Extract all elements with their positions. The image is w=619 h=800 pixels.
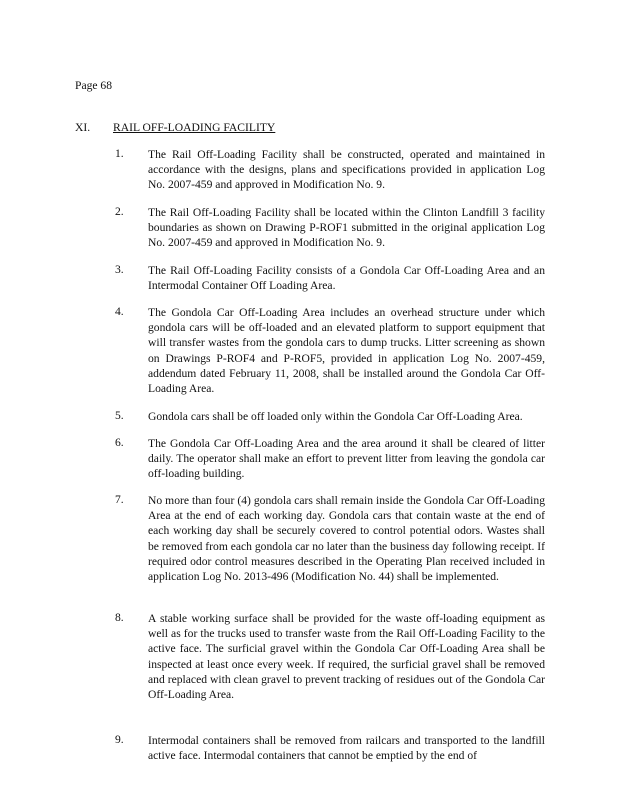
item-text: The Gondola Car Off-Loading Area includes an overhead structure under which gondola cars will be off-loaded and an elevated platform to support equipment that will transfer wastes from the gondola cars to dump trucks. Litter screening as shown on Drawings P-ROF4 and P-ROF5, provided in application Log No. 2007-459, addendum dated February 11, 2008, shall be installed around the Gondola Car Off-Loading Area. xyxy=(148,306,545,396)
item-number: 9. xyxy=(115,733,124,746)
item-text: Gondola cars shall be off loaded only within the Gondola Car Off-Loading Area. xyxy=(148,410,523,423)
item-number: 8. xyxy=(115,611,124,624)
list-item xyxy=(75,205,545,263)
list-item xyxy=(75,263,545,305)
list-item xyxy=(75,493,545,611)
item-number: 7. xyxy=(115,493,124,506)
item-list xyxy=(75,147,545,765)
item-text: The Rail Off-Loading Facility consists of a Gondola Car Off-Loading Area and an Intermodal Container Off Loading Area. xyxy=(148,264,545,293)
list-item xyxy=(75,147,545,205)
item-text: No more than four (4) gondola cars shall remain inside the Gondola Car Off-Loading Area at the end of each working day. Gondola cars that contain waste at the end of each working day shall be securely covered to control potential odors. Wastes shall be removed from each gondola car no later than the business day following receipt. If required odor control measures described in the Operating Plan received included in application Log No. 2013-496 (Modification No. 44) shall be implemented. xyxy=(148,494,545,584)
item-text: A stable working surface shall be provided for the waste off-loading equipment as well as for the trucks used to transfer waste from the Rail Off-Loading Facility to the active face. The surficial gravel within the Gondola Car Off-Loading Area shall be inspected at least once every week. If required, the surficial gravel shall be removed and replaced with clean gravel to prevent tracking of residues out of the Gondola Car Off-Loading Area. xyxy=(148,612,545,702)
item-number: 5. xyxy=(115,409,124,422)
item-text: The Gondola Car Off-Loading Area and the area around it shall be cleared of litter daily. The operator shall make an effort to prevent litter from leaving the gondola car off-loading building. xyxy=(148,437,545,481)
item-number: 1. xyxy=(115,147,124,160)
list-item xyxy=(75,436,545,493)
section-title: RAIL OFF-LOADING FACILITY xyxy=(113,121,276,134)
item-text: Intermodal containers shall be removed from railcars and transported to the landfill active face. Intermodal containers that cannot be emptied by the end of xyxy=(148,734,545,763)
item-text: The Rail Off-Loading Facility shall be located within the Clinton Landfill 3 facility boundaries as shown on Drawing P-ROF1 submitted in the original application Log No. 2007-459 and approved in Modification No. 9. xyxy=(148,206,545,250)
item-number: 4. xyxy=(115,305,124,318)
list-item xyxy=(75,611,545,733)
list-item xyxy=(75,409,545,436)
list-item xyxy=(75,733,545,765)
item-number: 3. xyxy=(115,263,124,276)
list-item xyxy=(75,305,545,409)
item-number: 6. xyxy=(115,436,124,449)
item-text: The Rail Off-Loading Facility shall be constructed, operated and maintained in accordance with the designs, plans and specifications provided in application Log No. 2007-459 and approved in Modification No. 9. xyxy=(148,148,545,192)
section-number: XI. xyxy=(75,121,91,134)
item-number: 2. xyxy=(115,205,124,218)
page-label: Page 68 xyxy=(75,79,113,92)
